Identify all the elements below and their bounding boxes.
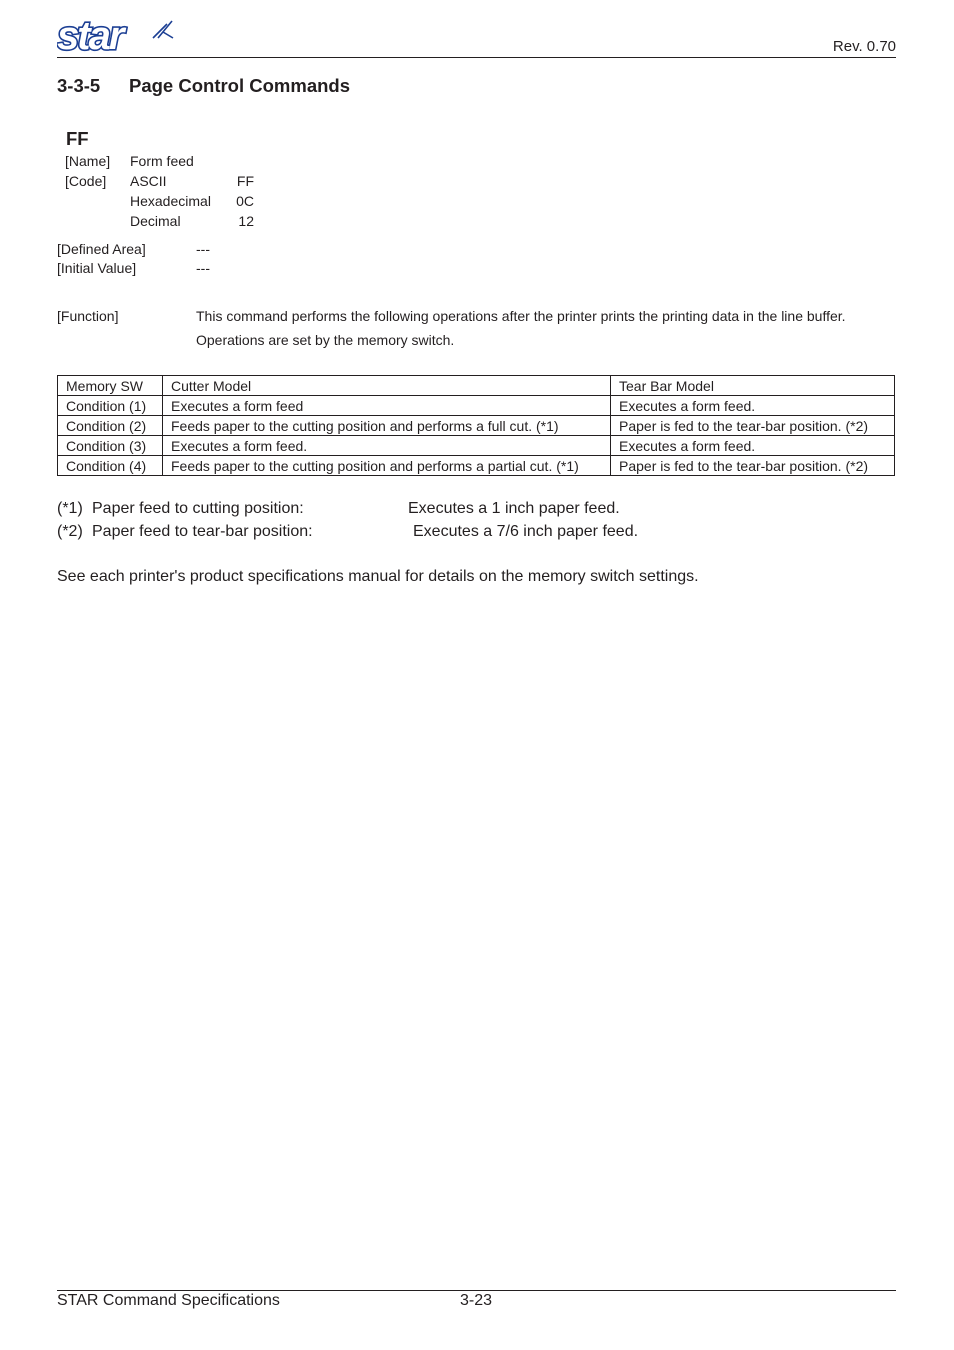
code-label: [Code] [65,173,107,189]
table-cell: Condition (4) [58,456,163,476]
table-cell: Executes a form feed. [611,436,895,456]
defined-area-value: --- [196,241,210,257]
footnote-text: Paper feed to cutting position: [92,500,304,517]
footnote-marker: (*2) [57,523,83,540]
code-value-ascii: FF [236,173,254,189]
table-cell: Executes a form feed. [611,396,895,416]
footer-doc-title: STAR Command Specifications [57,1292,280,1309]
revision-label: Rev. 0.70 [832,38,896,55]
footer-rule [57,1290,896,1291]
footnote-marker: (*1) [57,500,83,517]
table-cell: Feeds paper to the cutting position and performs a full cut. (*1) [163,416,611,436]
table-cell: Executes a form feed. [163,436,611,456]
table-cell: Condition (1) [58,396,163,416]
table-header-cell: Tear Bar Model [611,376,895,396]
table-cell: Paper is fed to the tear-bar position. (*2) [611,416,895,436]
function-label: [Function] [57,308,119,324]
function-text-line-1: This command performs the following operations after the printer prints the printing data in the line buffer. [196,308,846,324]
svg-text:star: star [57,18,123,54]
star-logo [57,18,175,54]
code-format-decimal: Decimal [130,213,181,229]
section-number: 3-3-5 [57,75,101,96]
code-value-decimal: 12 [238,213,254,229]
table-row [58,396,895,416]
table-row [58,436,895,456]
table-cell: Paper is fed to the tear-bar position. (*2) [611,456,895,476]
name-value: Form feed [130,153,194,169]
memory-switch-note: See each printer's product specifications manual for details on the memory switch settings. [57,568,699,585]
table-row [58,416,895,436]
table-header-cell: Memory SW [58,376,163,396]
table-cell: Condition (3) [58,436,163,456]
table-cell: Executes a form feed [163,396,611,416]
function-text-line-2: Operations are set by the memory switch. [196,332,455,348]
initial-value-label: [Initial Value] [57,260,137,276]
code-value-hex: 0C [236,193,254,209]
footnote-value: Executes a 1 inch paper feed. [408,500,620,517]
table-header-row [58,376,895,396]
section-title: Page Control Commands [129,75,350,96]
table-cell: Condition (2) [58,416,163,436]
footnote-text: Paper feed to tear-bar position: [92,523,313,540]
table-cell: Feeds paper to the cutting position and performs a partial cut. (*1) [163,456,611,476]
code-format-ascii: ASCII [130,173,167,189]
command-name: FF [66,128,89,149]
defined-area-label: [Defined Area] [57,241,146,257]
footnote-value: Executes a 7/6 inch paper feed. [413,523,639,540]
name-label: [Name] [65,153,111,169]
memory-switch-table [57,375,895,476]
table-row [58,456,895,476]
code-format-hex: Hexadecimal [130,193,211,209]
table-header-cell: Cutter Model [163,376,611,396]
footer-page-number: 3-23 [460,1292,493,1309]
header-rule [57,57,896,58]
initial-value-value: --- [196,260,210,276]
